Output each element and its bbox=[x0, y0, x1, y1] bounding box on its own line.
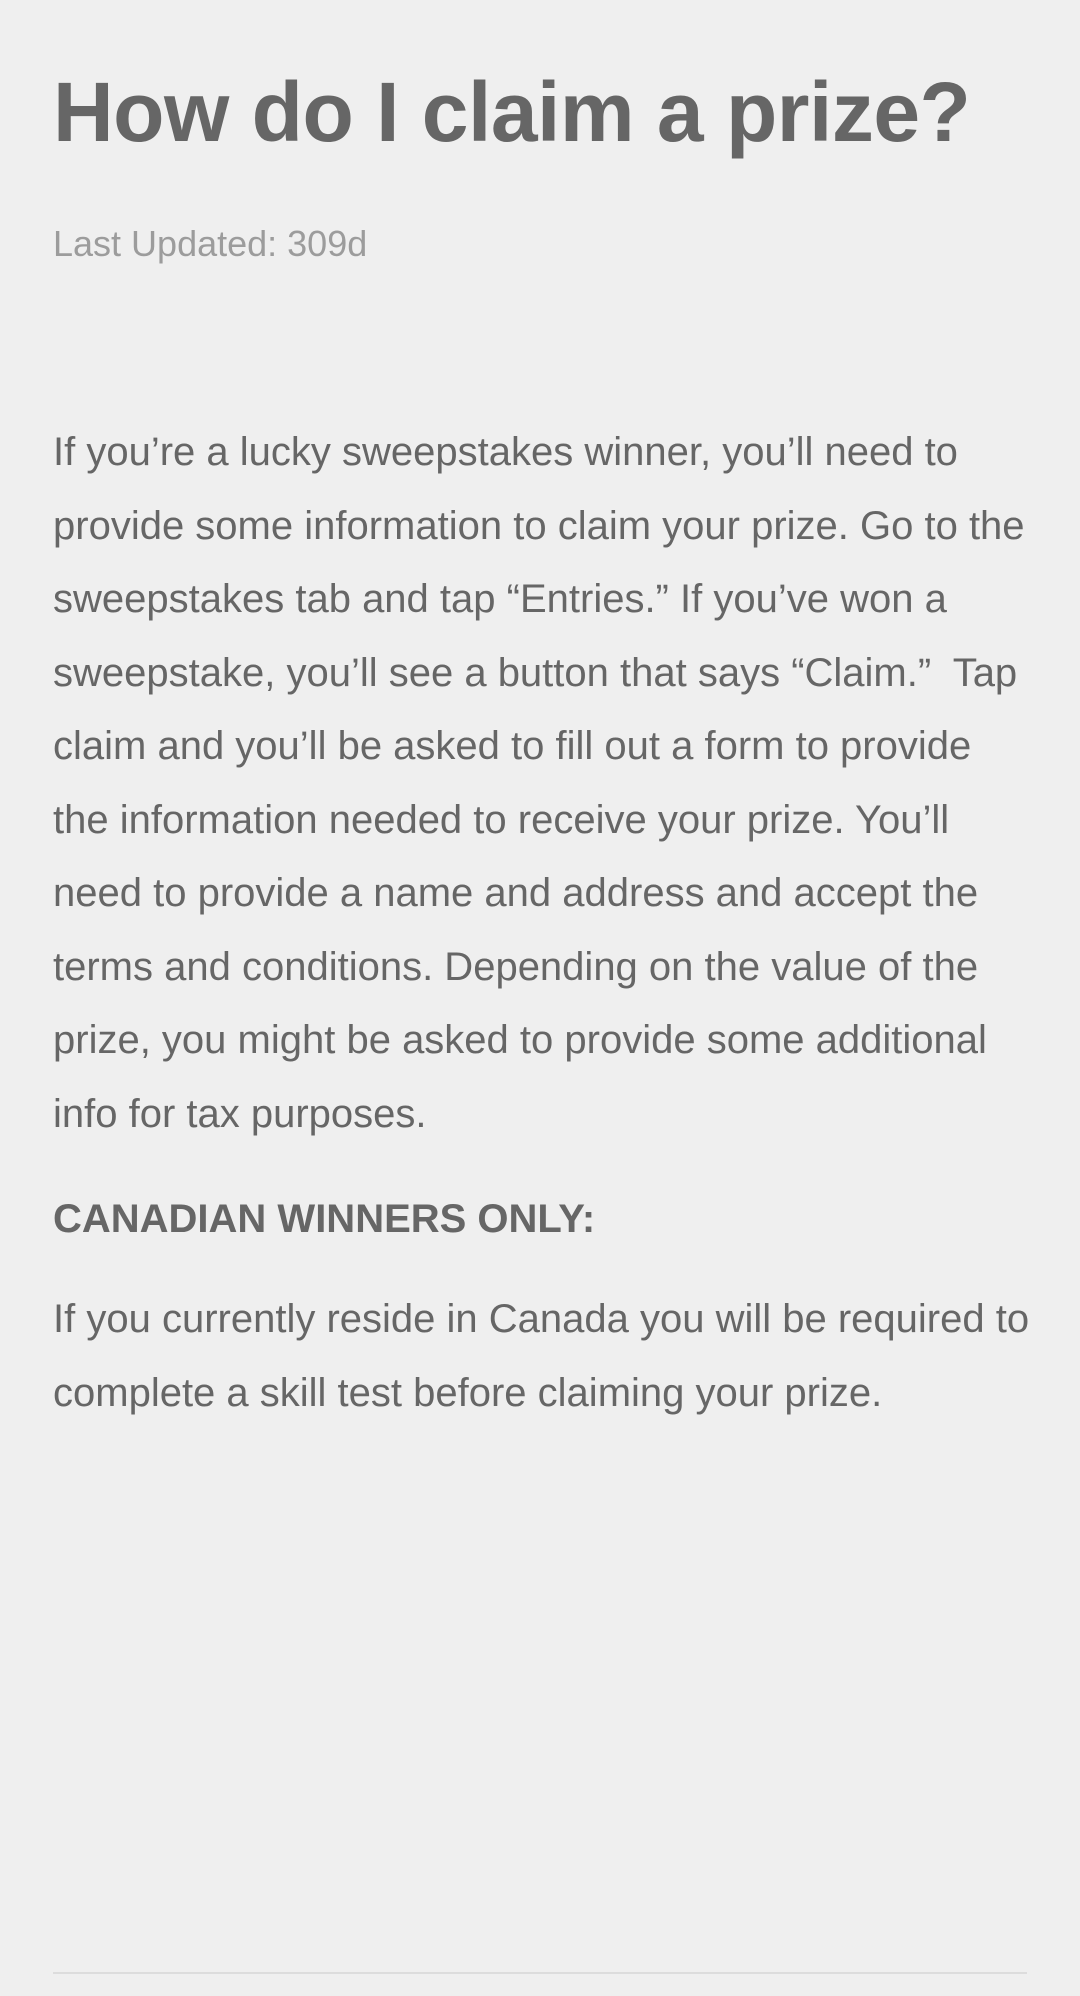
page-title: How do I claim a prize? bbox=[53, 65, 971, 159]
article bbox=[53, 0, 1033, 1430]
article-paragraph: If you’re a lucky sweepstakes winner, you’ll need to provide some information to claim your prize. Go to the sweepstakes tab and tap “Entries.” If you’ve won a sweepstake, you’ll see a button that says “Claim.” Tap claim and you’ll be asked to fill out a form to provide the information needed to receive your prize. You’ll need to provide a name and address and accept the terms and conditions. Depending on the value of the prize, you might be asked to provide some additional info for tax purposes. bbox=[53, 430, 1025, 1136]
article-body bbox=[53, 416, 1033, 1151]
last-updated-label: Last Updated: 309d bbox=[53, 223, 368, 264]
canadian-winners-heading: CANADIAN WINNERS ONLY: bbox=[53, 1197, 596, 1241]
canadian-winners-text: If you currently reside in Canada you will be required to complete a skill test before claiming your prize. bbox=[53, 1297, 1030, 1415]
footer-divider bbox=[53, 1972, 1027, 1974]
